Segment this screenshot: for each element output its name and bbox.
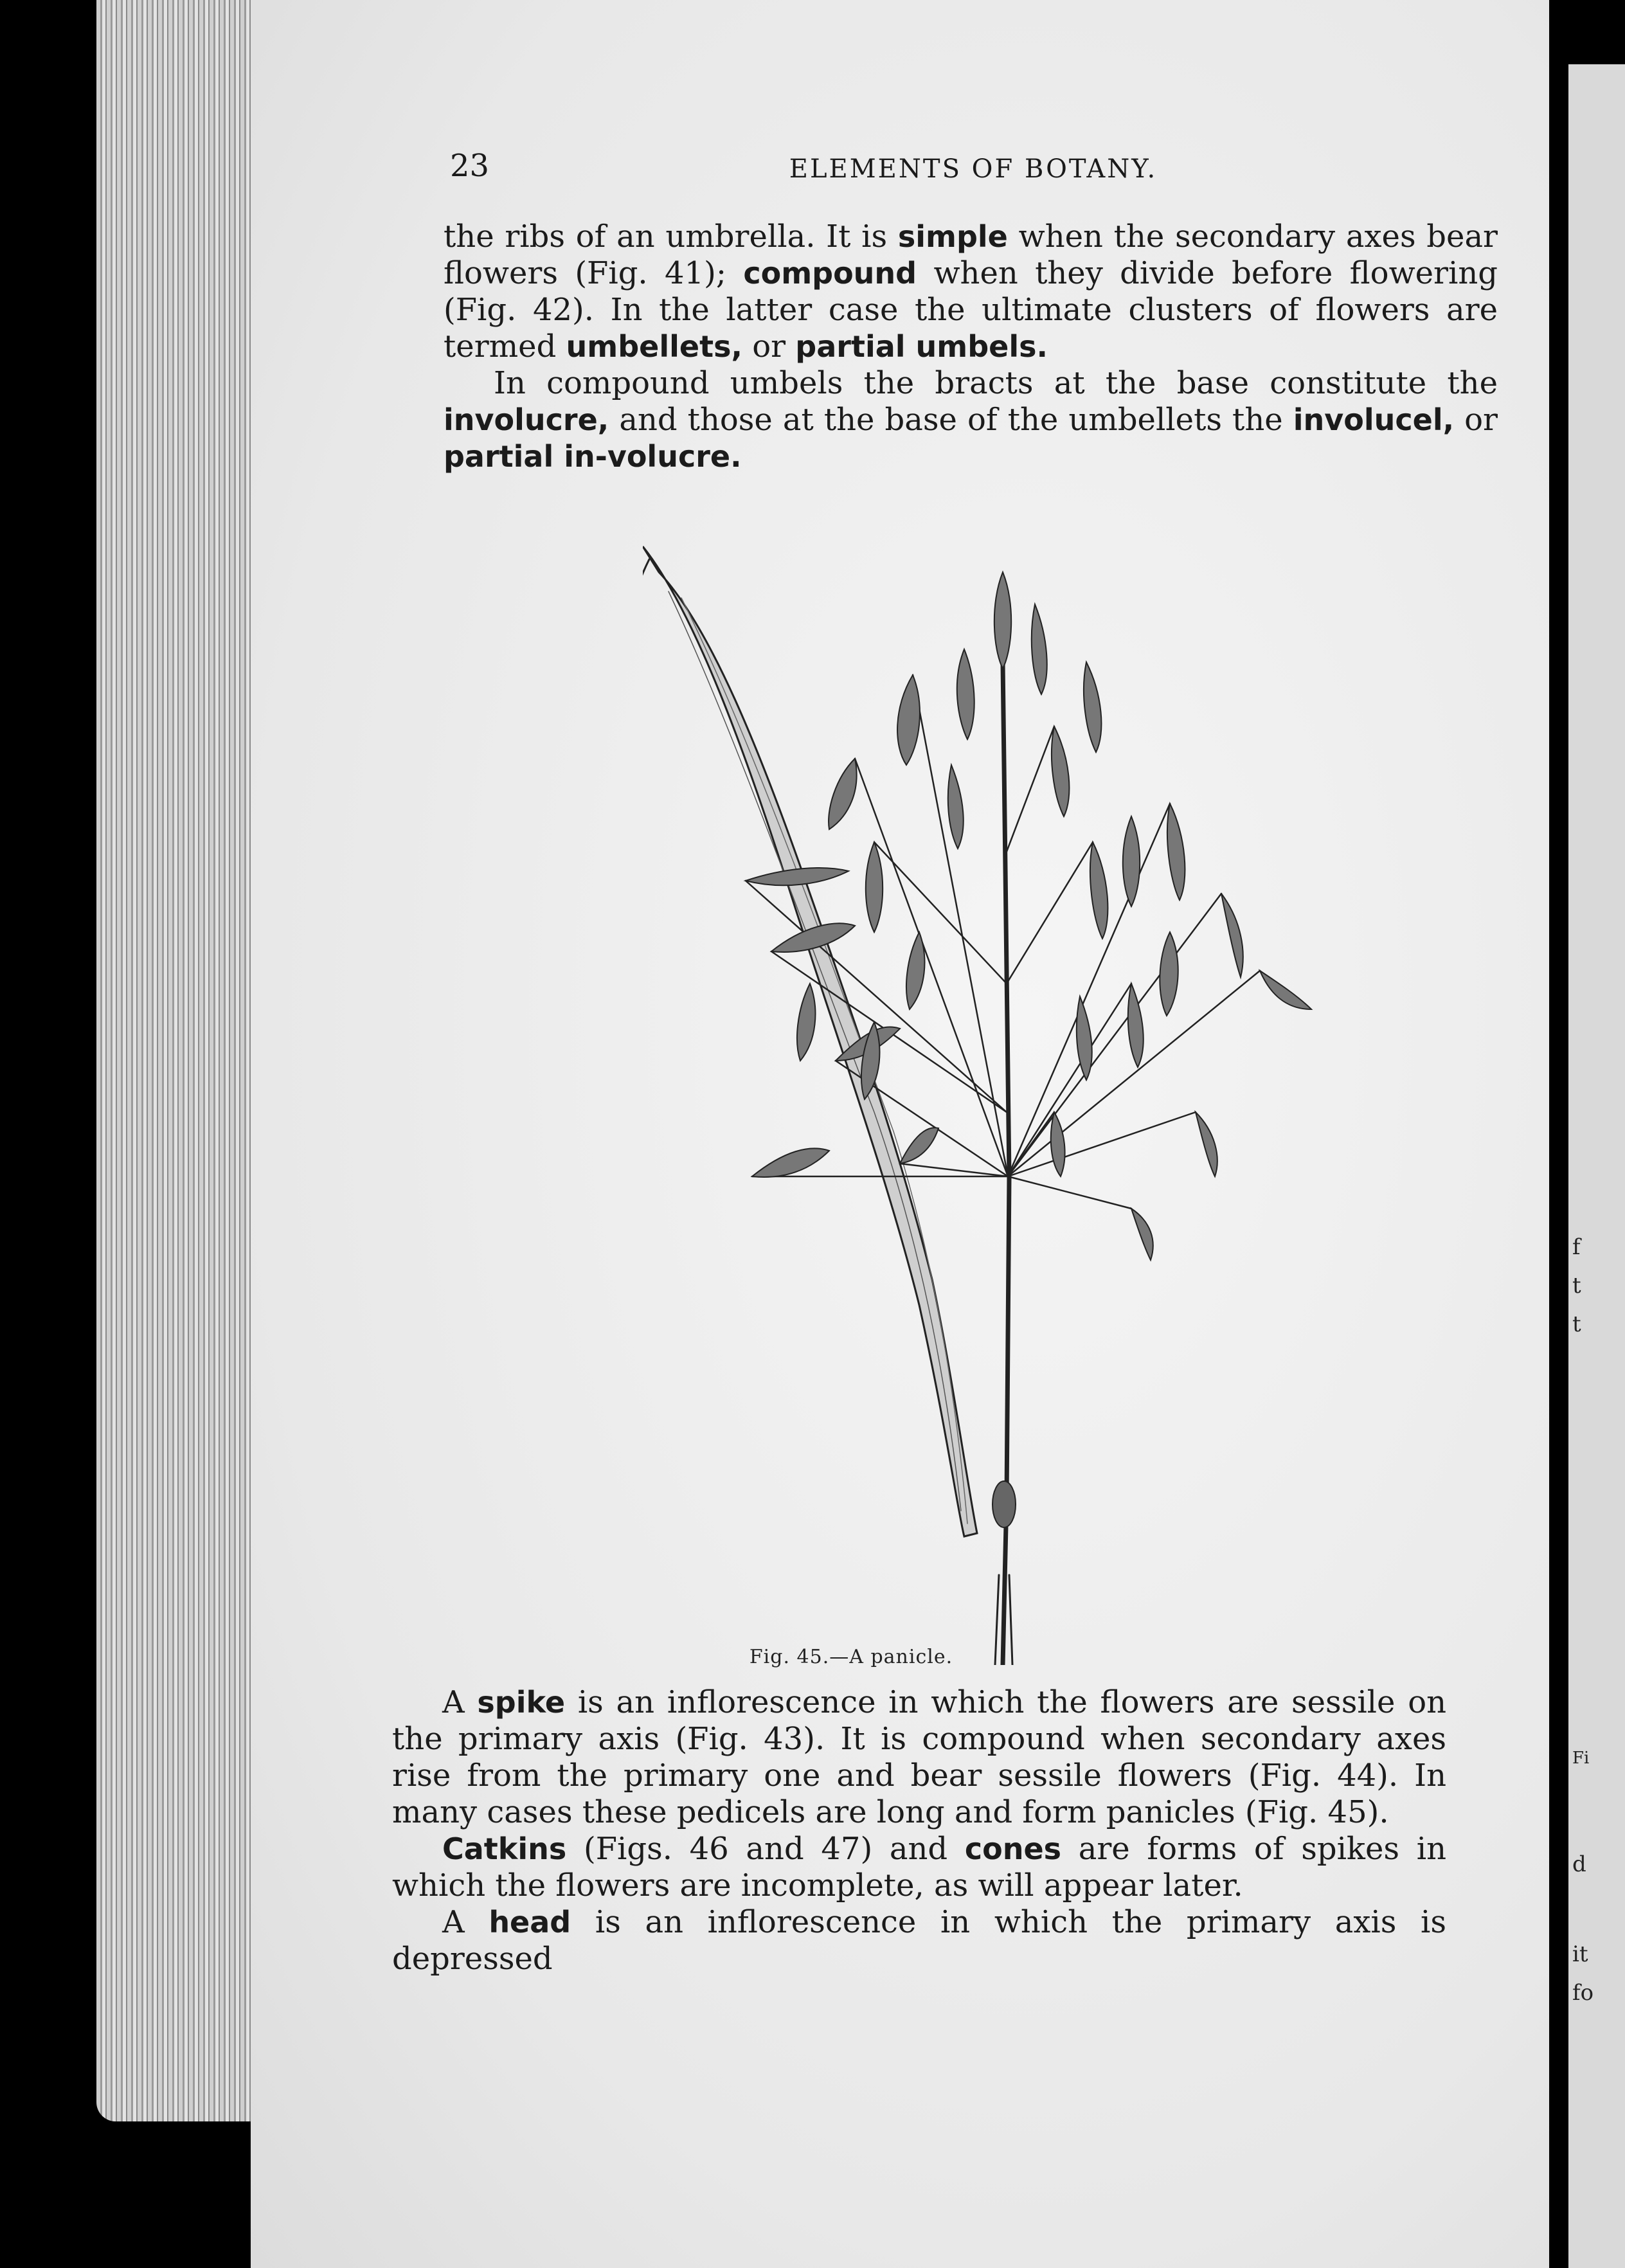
term: spike xyxy=(477,1685,566,1720)
adjacent-fragment: Fi xyxy=(1572,1749,1590,1768)
panicle-illustration xyxy=(643,534,1350,1665)
paragraph-umbel-types xyxy=(444,219,1498,365)
adjacent-fragment: d xyxy=(1572,1851,1586,1877)
term: head xyxy=(489,1905,571,1940)
term: umbellets, xyxy=(566,329,742,364)
text-run: are forms of spikes in which the flowers are incomplete, as will appear later. xyxy=(392,1831,1447,1904)
text-run: when the secondary axes bear flowers (Fig. 41); xyxy=(444,219,1498,291)
term: compound xyxy=(743,256,917,291)
paragraph-catkins xyxy=(392,1831,1446,1904)
term: Catkins xyxy=(442,1832,567,1866)
term: involucel, xyxy=(1293,402,1455,437)
text-run: (Figs. 46 and 47) and xyxy=(566,1831,965,1867)
adjacent-fragment: fo xyxy=(1572,1980,1594,2006)
adjacent-fragment: t xyxy=(1572,1311,1581,1337)
term: simple xyxy=(897,219,1008,254)
adjacent-fragment: it xyxy=(1572,1941,1588,1967)
text-run: when they divide before flowering (Fig. 42). In the latter case the ultimate clusters of flowers are termed xyxy=(444,255,1498,364)
figure-caption-text: Fig. 45.—A panicle. xyxy=(749,1646,953,1668)
text-run: A xyxy=(442,1684,478,1720)
text-run: is an inflorescence in which the flowers are sessile on the primary axis (Fig. 43). It is compound when secondary axes rise from the primary one and bear sessile flowers (Fig. 44). In many cases these pedicels are long and form panicles (Fig. 45). xyxy=(392,1684,1447,1830)
text-run: In compound umbels the bracts at the base constitute the xyxy=(494,365,1498,401)
top-text-block xyxy=(444,219,1498,475)
term: partial umbels. xyxy=(795,329,1048,364)
running-head: ELEMENTS OF BOTANY. xyxy=(789,154,1158,184)
text-run: or xyxy=(742,328,796,364)
paragraph-involucre xyxy=(444,365,1498,475)
adjacent-fragment: f xyxy=(1572,1234,1581,1260)
term: involucre, xyxy=(444,402,609,437)
page-number: 23 xyxy=(450,148,490,184)
adjacent-fragment: t xyxy=(1572,1273,1581,1299)
text-run: is an inflorescence in which the primary axis is depressed xyxy=(392,1904,1447,1977)
text-run: the ribs of an umbrella. It is xyxy=(444,219,898,255)
text-run: or xyxy=(1454,402,1498,438)
paragraph-head xyxy=(392,1904,1446,1977)
paragraph-spike xyxy=(392,1684,1446,1831)
term: cones xyxy=(964,1832,1062,1866)
adjacent-page xyxy=(1568,64,1625,2268)
term: partial in-volucre. xyxy=(444,439,742,474)
text-run: and those at the base of the umbellets the xyxy=(609,402,1293,438)
text-run: A xyxy=(442,1904,489,1940)
bottom-text-block xyxy=(392,1684,1446,1977)
figure-caption xyxy=(0,1646,1625,1668)
